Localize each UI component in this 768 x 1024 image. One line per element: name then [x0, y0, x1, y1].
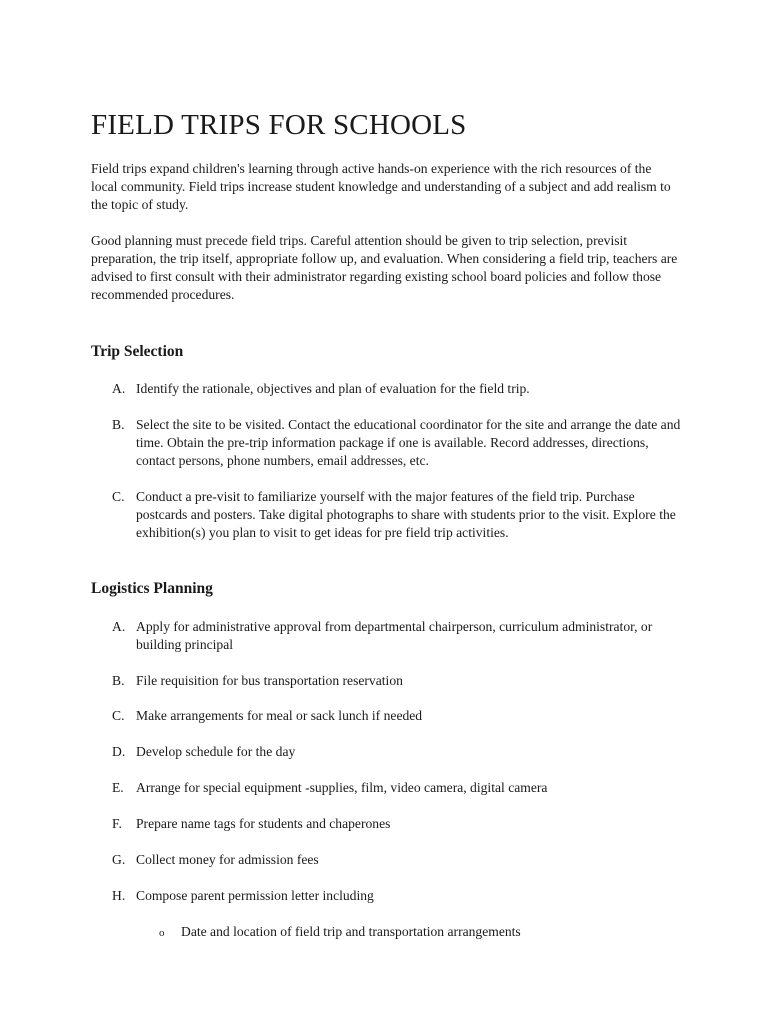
list-item-text: Apply for administrative approval from departmental chairperson, curriculum administrator, or building principal: [136, 619, 653, 652]
document-title: FIELD TRIPS FOR SCHOOLS: [91, 109, 467, 141]
list-marker: C.: [112, 489, 125, 504]
intro-paragraph: Field trips expand children's learning through active hands-on experience with the rich resources of the local community. Field trips increase student knowledge and understanding of a subject and add realism to the topic of study.: [91, 161, 671, 212]
list-marker: B.: [112, 417, 125, 432]
planning-paragraph: Good planning must precede field trips. Careful attention should be given to trip selection, previsit preparation, the trip itself, appropriate follow up, and evaluation. When considering a field trip, teachers are advised to first consult with their administrator regarding existing school board policies and follow those recommended procedures.: [91, 233, 678, 302]
list-item-text: Collect money for admission fees: [136, 852, 319, 867]
list-marker: E.: [112, 780, 124, 795]
list-item-text: Compose parent permission letter including: [136, 888, 374, 903]
list-marker: C.: [112, 708, 125, 723]
list-item-text: Select the site to be visited. Contact the educational coordinator for the site and arrange the date and time. Obtain the pre-trip information package if one is available. Record addresses, directions, contact persons, phone numbers, email addresses, etc.: [136, 417, 681, 468]
list-marker: H.: [112, 888, 126, 903]
list-marker: A.: [112, 381, 126, 396]
list-item-text: Arrange for special equipment -supplies, film, video camera, digital camera: [136, 780, 548, 795]
list-marker: F.: [112, 816, 122, 831]
sub-list-item-text: Date and location of field trip and transportation arrangements: [181, 924, 521, 939]
circle-bullet-icon: o: [159, 927, 165, 939]
list-item-text: Develop schedule for the day: [136, 744, 296, 759]
list-item-text: Conduct a pre-visit to familiarize yourself with the major features of the field trip. Purchase postcards and posters. Take digital photographs to share with students prior to the visit. Explore the exhibition(s) you plan to visit to get ideas for pre field trip activities.: [136, 489, 676, 540]
list-item-text: Prepare name tags for students and chaperones: [136, 816, 391, 831]
list-item-text: File requisition for bus transportation reservation: [136, 673, 403, 688]
list-marker: D.: [112, 744, 126, 759]
list-item-text: Make arrangements for meal or sack lunch if needed: [136, 708, 423, 723]
list-marker: A.: [112, 619, 126, 634]
list-item-text: Identify the rationale, objectives and plan of evaluation for the field trip.: [136, 381, 530, 396]
section-heading-trip-selection: Trip Selection: [91, 343, 184, 360]
list-marker: G.: [112, 852, 126, 867]
list-marker: B.: [112, 673, 125, 688]
section-heading-logistics-planning: Logistics Planning: [91, 580, 213, 597]
